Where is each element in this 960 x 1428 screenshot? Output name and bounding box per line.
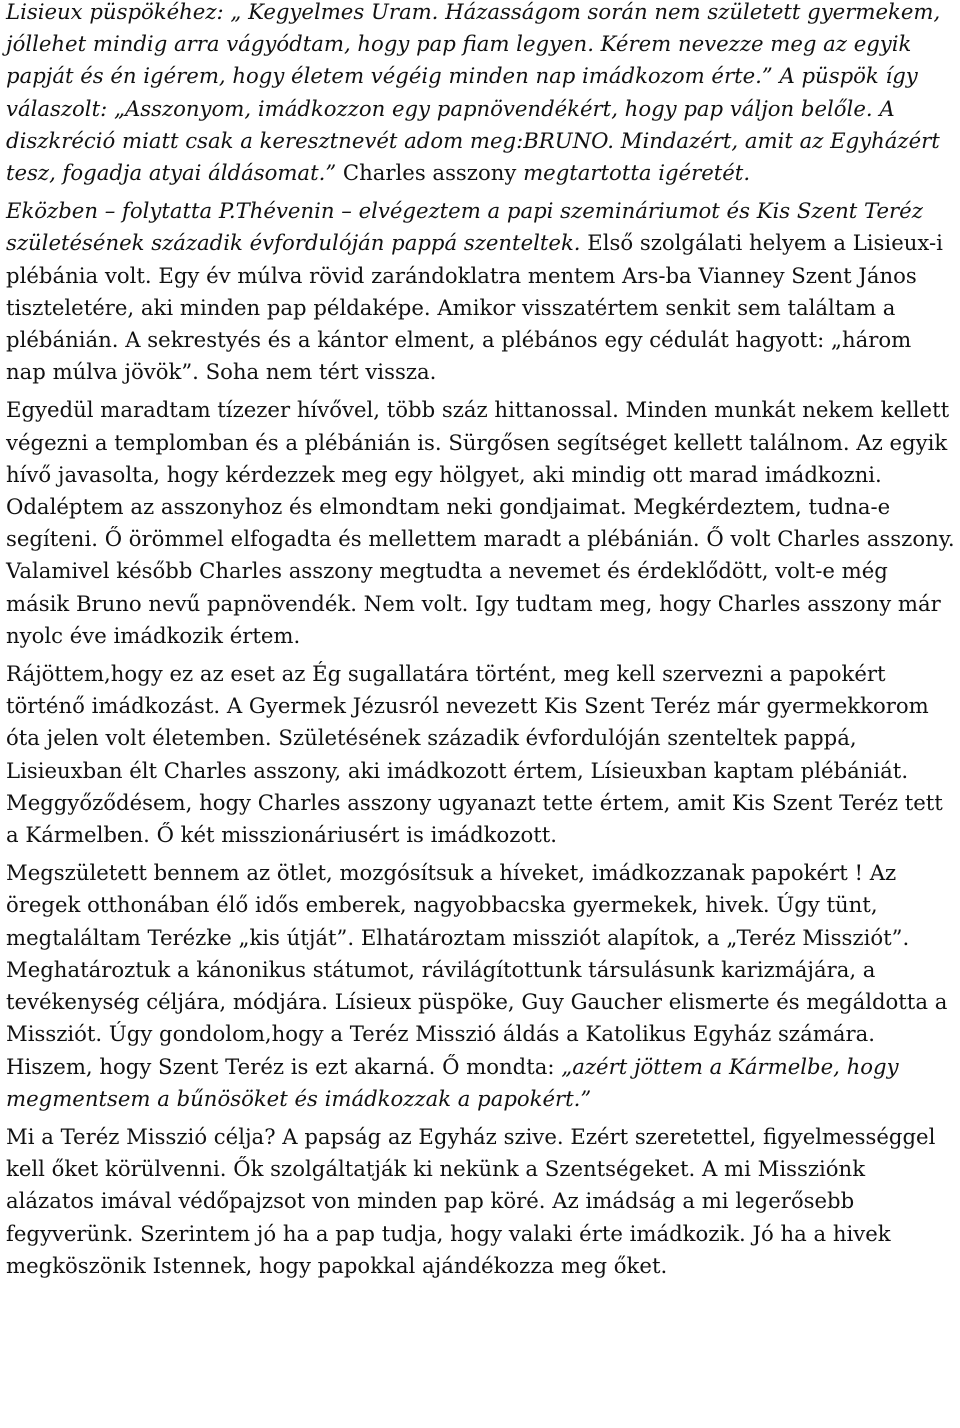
- paragraph-1-text: megtartotta igéretét.: [523, 160, 751, 186]
- paragraph-2-text: Első szolgálati helyem a Lisieux-i plébánia volt. Egy év múlva rövid zarándoklatra mentem Ars-ba Vianney Szent János tiszteletére, aki minden pap példaképe. Amikor visszatértem senkit sem találtam a plébánián. A sekrestyés és a kántor elment, a plébános egy cédulát hagyott: „három nap múlva jövök”. Soha nem tért vissza.: [6, 230, 943, 385]
- paragraph-2-text: Eközben – folytatta P.: [6, 198, 236, 224]
- paragraph-6: [6, 1121, 956, 1282]
- paragraph-5-text: Megszületett bennem az ötlet, mozgósítsuk a híveket, imádkozzanak papokért ! Az öregek otthonában élő idős emberek, nagyobbacska gyermekek, hivek. Úgy tünt, megtaláltam Terézke „kis útját”. Elhatároztam missziót alapítok, a „Teréz Missziót”. Meghatároztuk a kánonikus státumot, rávilágítottunk társulásunk karizmájára, a tevékenység céljára, módjára. Lísieux püspöke, Guy Gaucher elismerte és megáldotta a Missziót. Úgy gondolom,hogy a Teréz Misszió áldás a Katolikus Egyház számára. Hiszem, hogy Szent Teréz is ezt akarná. Ő mondta:: [6, 860, 948, 1079]
- paragraph-1-text: Lisieux püspökéhez: „ Kegyelmes Uram. Házasságom során nem született gyermekem, jóllehet mindig arra vágyódtam, hogy pap fiam legyen. Kérem nevezze meg az egyik papját és én igérem, hogy életem végéig minden nap imádkozom érte.” A püspök így válaszolt: „Asszonyom, imádkozzon egy papnövendékért, hogy pap váljon belőle. A diszkréció miatt csak a keresztnevét adom meg:BRUNO. Mindazért, amit az Egyházért tesz, fogadja atyai áldásomat.”: [6, 0, 941, 186]
- paragraph-2: [6, 195, 956, 388]
- paragraph-3: [6, 394, 956, 652]
- paragraph-4-text: Rájöttem,hogy ez az eset az Ég sugallatára történt, meg kell szervezni a papokért történő imádkozást. A Gyermek Jézusról nevezett Kis Szent Teréz már gyermekkorom óta jelen volt életemben. Születésének századik évfordulóján szenteltek pappá, Lisieuxban élt Charles asszony, aki imádkozott értem, Lísieuxban kaptam plébániát. Meggyőződésem, hogy Charles asszony ugyanazt tette értem, amit Kis Szent Teréz tett a Kármelben. Ő két misszionáriusért is imádkozott.: [6, 661, 943, 848]
- paragraph-1: [6, 0, 956, 189]
- paragraph-6-text: Mi a Teréz Misszió célja? A papság az Egyház szive. Ezért szeretettel, figyelmességgel kell őket körülvenni. Ők szolgáltatják ki nekünk a Szentségeket. A mi Missziónk alázatos imával védőpajzsot von minden pap köré. Az imádság a mi legerősebb fegyverünk. Szerintem jó ha a pap tudja, hogy valaki érte imádkozik. Jó ha a hivek megköszönik Istennek, hogy papokkal ajándékozza meg őket.: [6, 1123, 936, 1278]
- paragraph-5: [6, 857, 956, 1115]
- paragraph-4: [6, 658, 956, 851]
- paragraph-2-text: Thévenin – elvégeztem a papi szemináriumot és Kis Szent Teréz születésének századik évfordulóján pappá szenteltek.: [6, 198, 923, 256]
- document-page: [6, 0, 956, 1288]
- paragraph-1-text: Charles asszony: [336, 160, 524, 186]
- paragraph-3-text: Egyedül maradtam tízezer hívővel, több száz hittanossal. Minden munkát nekem kellett végezni a templomban és a plébánián is. Sürgősen segítséget kellett találnom. Az egyik hívő javasolta, hogy kérdezzek meg egy hölgyet, aki mindig ott marad imádkozni. Odaléptem az asszonyhoz és elmondtam neki gondjaimat. Megkérdeztem, tudna-e segíteni. Ő örömmel elfogadta és mellettem maradt a plébánián. Ő volt Charles asszony. Valamivel később Charles asszony megtudta a nevemet és érdeklődött, volt-e még másik Bruno nevű papnövendék. Nem volt. Igy tudtam meg, hogy Charles asszony már nyolc éve imádkozik értem.: [6, 397, 955, 648]
- paragraph-5-text: „azért jöttem a Kármelbe, hogy megmentsem a bűnösöket és imádkozzak a papokért.”: [6, 1053, 899, 1111]
